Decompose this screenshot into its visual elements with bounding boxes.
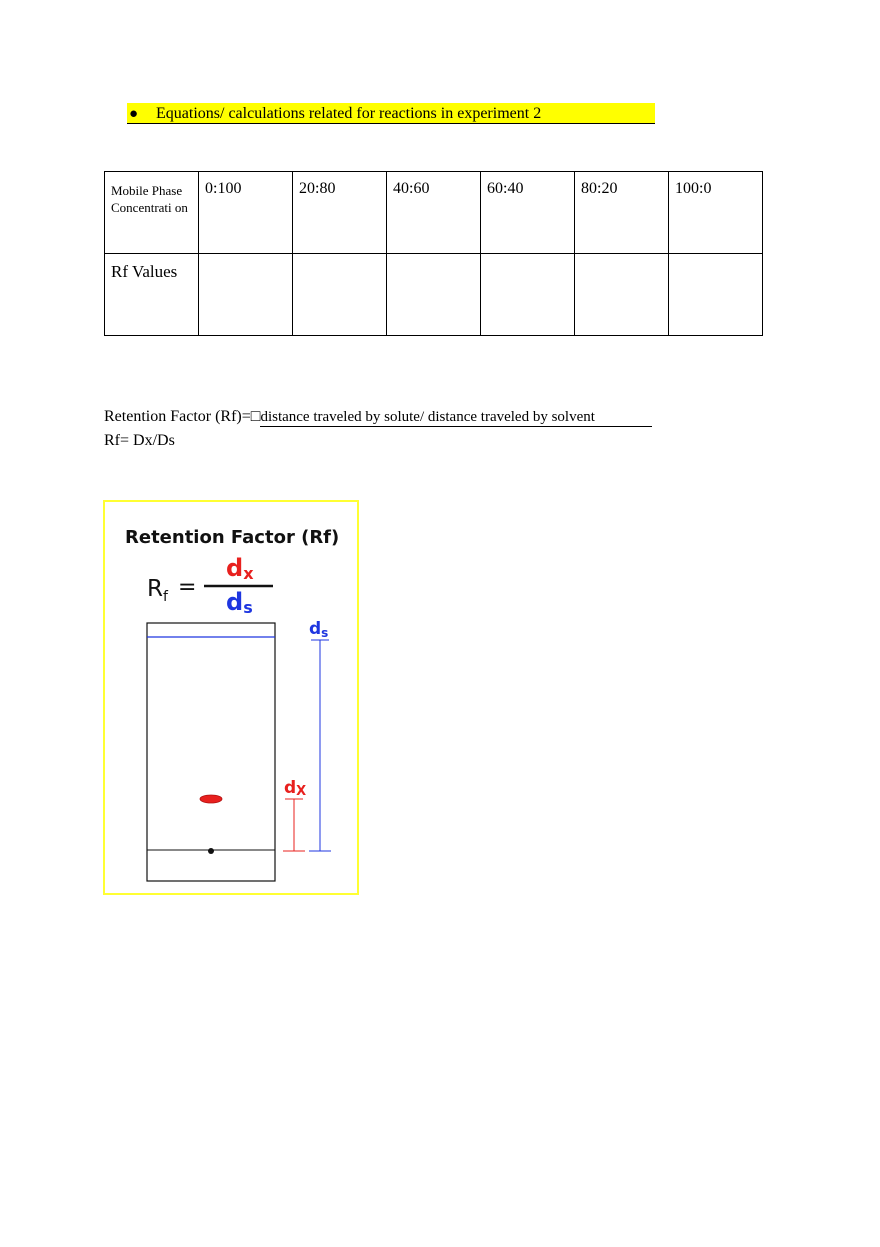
row-header-mobile-phase: Mobile Phase Concentrati on	[105, 172, 199, 254]
table-cell-empty	[387, 254, 481, 336]
table-cell-empty	[481, 254, 575, 336]
table-cell: 60:40	[481, 172, 575, 254]
table-row	[105, 172, 763, 254]
table-cell-empty	[199, 254, 293, 336]
section-heading-text: Equations/ calculations related for reactions in experiment 2	[156, 105, 542, 122]
table-cell: 40:60	[387, 172, 481, 254]
section-heading	[127, 103, 655, 124]
tlc-plate	[147, 623, 275, 881]
table-cell: 100:0	[669, 172, 763, 254]
ds-label: ds	[309, 619, 329, 640]
missing-glyph-icon: □	[250, 408, 261, 425]
rf-symbol: $R_f$	[147, 576, 168, 605]
origin-dot	[208, 848, 214, 854]
retention-factor-diagram	[103, 500, 359, 895]
table-row	[105, 254, 763, 336]
table-cell: 0:100	[199, 172, 293, 254]
formula-prefix: Retention Factor (Rf)=	[104, 408, 251, 425]
table-cell-empty	[293, 254, 387, 336]
dx-label: dX	[284, 778, 307, 799]
formula-definition: distance traveled by solute/ distance traveled by solvent	[260, 409, 652, 427]
table-cell-empty	[669, 254, 763, 336]
table-cell: 20:80	[293, 172, 387, 254]
equals-sign: =	[178, 575, 197, 600]
rf-short-formula: Rf= Dx/Ds	[104, 432, 175, 449]
table-cell-empty	[575, 254, 669, 336]
diagram-title: Retention Factor (Rf)	[125, 527, 340, 548]
row-header-rf-values: Rf Values	[105, 254, 199, 336]
numerator-dx: dx	[226, 554, 254, 583]
tlc-plate-illustration	[105, 502, 361, 897]
retention-factor-definition	[104, 408, 652, 427]
rf-data-table	[104, 171, 763, 336]
table-cell: 80:20	[575, 172, 669, 254]
bullet-marker: ●	[129, 106, 139, 122]
solute-spot	[200, 795, 222, 803]
denominator-ds: ds	[226, 588, 253, 617]
